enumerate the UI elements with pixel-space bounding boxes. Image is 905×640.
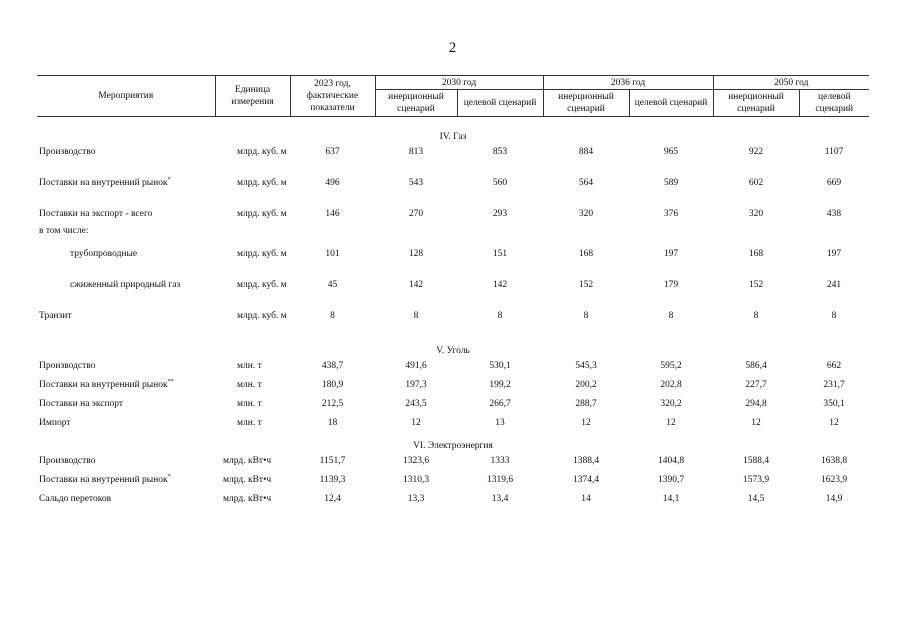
cell-value: 8 [583,311,589,321]
cell-value: 1139,3 [319,475,346,485]
cell-value: 1404,8 [657,456,685,466]
row-label [37,177,215,208]
header-year-2050: 2050 год [713,76,869,90]
row-unit: млн. т [237,399,262,409]
footnote-mark: * [167,177,171,183]
header-year-2030: 2030 год [375,76,543,90]
table-row [37,279,869,310]
cell-value: 1107 [824,147,844,157]
header-unit: Единица измерения [215,76,290,117]
cell-value: 152 [748,280,764,290]
cell-value: 8 [831,311,837,321]
cell-value: 13,3 [407,494,425,504]
row-unit: млн. т [237,418,262,428]
cell-value: 288,7 [575,399,597,409]
cell-value: 853 [492,147,508,157]
cell-value: 243,5 [405,399,427,409]
cell-value: 491,6 [405,361,427,371]
cell-value: 8 [330,311,335,321]
cell-value: 543 [408,178,424,188]
table-row [37,310,869,341]
cell-value: 586,4 [745,361,767,371]
table-row [37,474,869,493]
cell-value: 1573,9 [742,475,770,485]
cell-value: 320 [578,209,594,219]
cell-value: 1638,8 [820,456,848,466]
cell-value: 8 [497,311,503,321]
cell-value: 12,4 [324,494,341,504]
cell-value: 128 [408,249,424,259]
cell-value: 1374,4 [572,475,600,485]
cell-value: 496 [325,178,340,188]
cell-value: 560 [492,178,508,188]
cell-value: 179 [663,280,679,290]
cell-value: 227,7 [745,380,767,390]
cell-value: 1623,9 [820,475,848,485]
cell-value: 14,9 [825,494,843,504]
row-label: Производство [39,147,96,157]
cell-value: 101 [325,249,340,259]
cell-value: 13,4 [491,494,509,504]
cell-value: 350,1 [823,399,845,409]
header-year-2036: 2036 год [543,76,713,90]
header-2050-target: целевой сценарий [799,90,869,117]
cell-value: 602 [748,178,764,188]
cell-value: 813 [408,147,424,157]
cell-value: 922 [748,147,764,157]
header-2030-inertial: инерционный сценарий [375,90,457,117]
cell-value: 8 [413,311,419,321]
footnote-mark: ** [167,379,174,385]
page-number: 2 [448,40,457,56]
cell-value: 231,7 [823,380,845,390]
row-label-text: Поставки на внутренний рынок [39,475,168,485]
cell-value: 1388,4 [572,456,600,466]
cell-value: 199,2 [489,380,511,390]
row-label [37,379,215,398]
cell-value: 266,7 [489,399,511,409]
row-unit: млрд. куб. м [237,280,287,290]
row-sublabel: в том числе: [39,226,89,236]
table-row [37,455,869,474]
row-label: сжиженный природный газ [70,280,181,290]
cell-value: 168 [748,249,764,259]
row-label: Поставки на экспорт [39,399,124,409]
cell-value: 884 [578,147,594,157]
cell-value: 12 [411,418,421,428]
section-power: VI. Электроэнергия [413,440,493,451]
row-label-text: Поставки на внутренний рынок [39,380,168,390]
table-row [37,360,869,379]
row-unit: млрд. кВт•ч [223,494,272,504]
cell-value: 1323,6 [402,456,430,466]
cell-value: 151 [492,249,508,259]
header-2050-inertial: инерционный сценарий [713,90,799,117]
row-label-text: Поставки на экспорт - всего [39,209,153,219]
table-row [37,493,869,512]
footnote-mark: * [167,474,171,480]
row-unit: млрд. кВт•ч [223,456,272,466]
table-row [37,248,869,279]
cell-value: 168 [578,249,594,259]
header-2023: 2023 год, фактические показатели [290,76,375,117]
cell-value: 202,8 [660,380,682,390]
cell-value: 965 [663,147,679,157]
cell-value: 1390,7 [657,475,685,485]
cell-value: 14 [581,494,591,504]
cell-value: 294,8 [745,399,767,409]
row-unit: млрд. куб. м [237,147,287,157]
cell-value: 1588,4 [742,456,770,466]
table-row [37,398,869,417]
table-row [37,417,869,436]
cell-value: 14,5 [747,494,765,504]
table-row [37,146,869,177]
row-unit: млрд. кВт•ч [223,475,272,485]
cell-value: 669 [826,178,842,188]
cell-value: 12 [829,418,839,428]
cell-value: 142 [408,280,424,290]
row-label: Производство [39,456,96,466]
row-unit: млн. т [237,380,262,390]
cell-value: 1333 [490,456,510,466]
cell-value: 212,5 [321,399,344,409]
section-gas: IV. Газ [439,131,467,142]
header-measures: Мероприятия [37,76,215,117]
cell-value: 1310,3 [402,475,430,485]
cell-value: 376 [663,209,679,219]
row-unit: млрд. куб. м [237,209,287,219]
cell-value: 595,2 [660,361,682,371]
cell-value: 18 [327,418,338,428]
cell-value: 180,9 [321,380,344,390]
cell-value: 14,1 [662,494,680,504]
cell-value: 1319,6 [486,475,514,485]
cell-value: 564 [578,178,594,188]
row-unit: млрд. куб. м [237,178,287,188]
row-unit: млрд. куб. м [237,249,287,259]
cell-value: 545,3 [575,361,597,371]
cell-value: 438,7 [321,361,344,371]
cell-value: 8 [753,311,759,321]
cell-value: 152 [578,280,594,290]
row-label: Транзит [39,311,72,321]
row-unit: млрд. куб. м [237,311,287,321]
row-label: Импорт [39,418,71,428]
cell-value: 241 [826,280,842,290]
row-label: Сальдо перетоков [39,494,112,504]
table-row [37,177,869,208]
row-label [37,474,215,493]
cell-value: 13 [495,418,505,428]
row-unit: млн. т [237,361,262,371]
header-2036-inertial: инерционный сценарий [543,90,629,117]
cell-value: 293 [492,209,508,219]
cell-value: 197 [826,249,842,259]
cell-value: 438 [826,209,842,219]
header-2030-target: целевой сценарий [457,90,543,117]
row-label: Производство [39,361,96,371]
cell-value: 589 [663,178,679,188]
cell-value: 45 [327,280,338,290]
cell-value: 200,2 [575,380,597,390]
cell-value: 1151,7 [319,456,346,466]
cell-value: 197 [663,249,679,259]
cell-value: 146 [325,209,340,219]
cell-value: 320 [748,209,764,219]
row-label [37,208,215,248]
section-coal: V. Уголь [436,345,470,356]
cell-value: 8 [668,311,674,321]
row-label: трубопроводные [70,249,138,259]
table-row [37,379,869,398]
cell-value: 320,2 [660,399,682,409]
cell-value: 12 [666,418,676,428]
cell-value: 12 [751,418,761,428]
row-label-text: Поставки на внутренний рынок [39,178,168,188]
cell-value: 530,1 [489,361,511,371]
cell-value: 637 [325,147,340,157]
header-2036-target: целевой сценарий [629,90,713,117]
table-row [37,208,869,248]
cell-value: 12 [581,418,591,428]
cell-value: 662 [826,361,842,371]
cell-value: 142 [492,280,508,290]
energy-forecast-table [37,75,869,512]
cell-value: 197,3 [405,380,427,390]
cell-value: 270 [408,209,424,219]
